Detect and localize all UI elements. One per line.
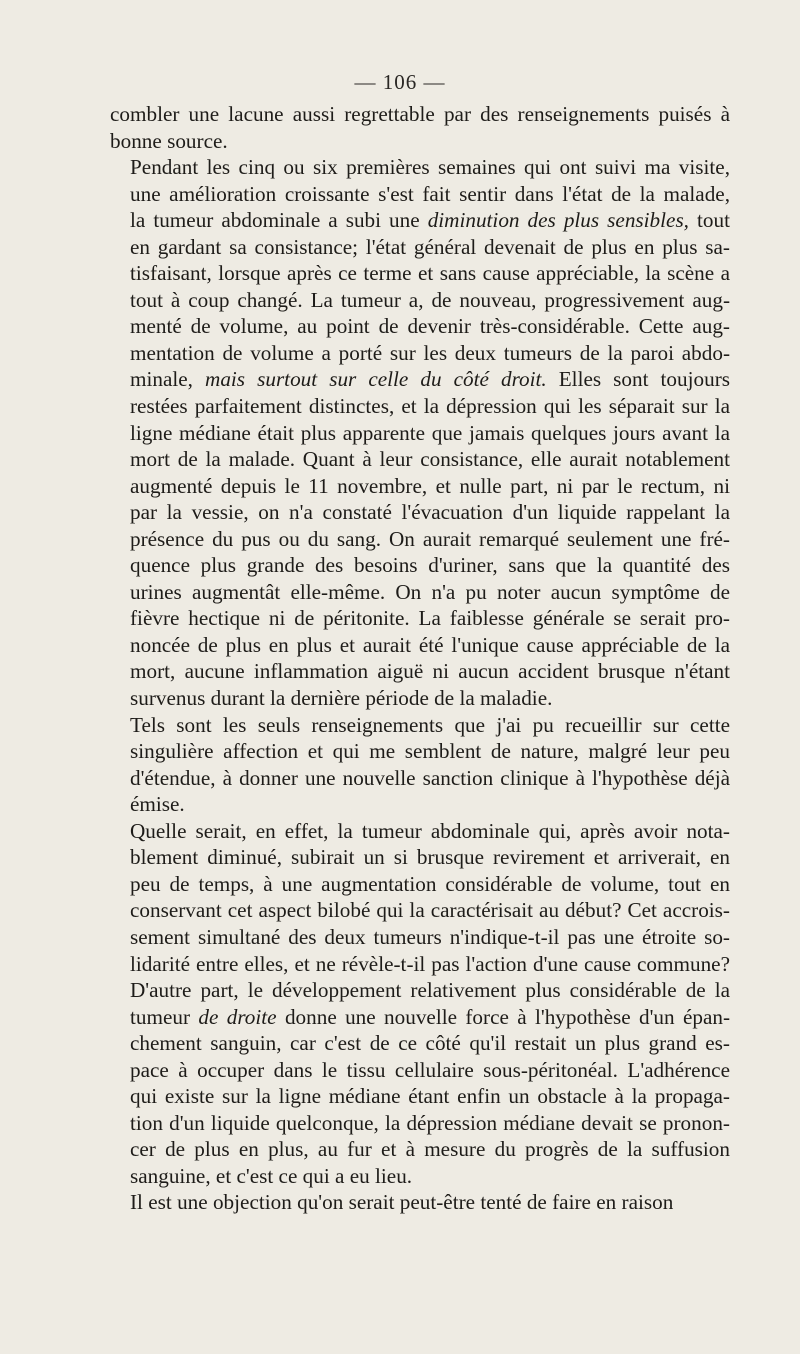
text-line — [110, 738, 730, 765]
text-run: conservant cet aspect bilobé qui la caractérisait au début? Cet accrois- — [130, 898, 730, 923]
text-run: cer de plus en plus, au fur et à mesure du progrès de la suffusion — [130, 1137, 730, 1162]
text-line — [110, 1057, 730, 1084]
italic-text: de droite — [198, 1004, 277, 1029]
text-line — [110, 1110, 730, 1137]
italic-text: mais surtout sur celle du côté droit. — [205, 367, 547, 392]
text-run: singulière affection et qui me semblent de nature, malgré leur peu — [130, 739, 730, 764]
text-run: Pendant les cinq ou six premières semaines qui ont suivi ma visite, — [130, 155, 730, 180]
text-line — [110, 393, 730, 420]
text-run: urines augmentât elle-même. On n'a pu noter aucun symptôme de — [130, 579, 730, 604]
text-line — [110, 791, 730, 818]
text-run: Quelle serait, en effet, la tumeur abdominale qui, après avoir nota- — [130, 818, 730, 843]
text-run: chement sanguin, car c'est de ce côté qu'il restait un plus grand es- — [130, 1031, 730, 1056]
text-line — [110, 526, 730, 553]
text-run: une amélioration croissante s'est fait sentir dans l'état de la malade, — [130, 181, 730, 206]
text-run: tout — [688, 208, 730, 233]
text-line — [110, 1189, 730, 1216]
text-line — [110, 101, 730, 128]
text-run: Il est une objection qu'on serait peut-être tenté de faire en raison — [130, 1190, 674, 1215]
text-line — [110, 207, 730, 234]
text-run: d'étendue, à donner une nouvelle sanction clinique à l'hypothèse déjà — [130, 765, 730, 790]
text-line — [110, 1136, 730, 1163]
text-run: tion d'un liquide quelconque, la dépression médiane devait se pronon- — [130, 1110, 730, 1135]
text-run: D'autre part, le développement relativement plus considérable de la — [130, 978, 730, 1003]
text-run: Elles sont toujours — [546, 367, 730, 392]
text-line — [110, 605, 730, 632]
text-run: peu de temps, à une augmentation considérable de volume, tout en — [130, 871, 730, 896]
text-line — [110, 871, 730, 898]
text-line — [110, 712, 730, 739]
text-run: donne une nouvelle force à l'hypothèse d'un épan- — [276, 1004, 730, 1029]
text-run: restées parfaitement distinctes, et la dépression qui les séparait sur la — [130, 394, 730, 419]
text-run: émise. — [130, 792, 185, 817]
text-run: menté de volume, au point de devenir très-considérable. Cette aug- — [130, 314, 730, 339]
text-line — [110, 1083, 730, 1110]
text-line — [110, 181, 730, 208]
text-line — [110, 499, 730, 526]
text-line — [110, 685, 730, 712]
text-run: fièvre hectique ni de péritonite. La faiblesse générale se serait pro- — [130, 606, 730, 631]
paragraph — [110, 1189, 730, 1216]
paragraph — [110, 154, 730, 711]
text-run: sanguine, et c'est ce qui a eu lieu. — [130, 1163, 413, 1188]
text-run: ligne médiane était plus apparente que jamais quelques jours avant la — [130, 420, 730, 445]
text-line — [110, 340, 730, 367]
text-run: mort de la malade. Quant à leur consistance, elle aurait notablement — [130, 447, 730, 472]
text-line — [110, 446, 730, 473]
text-run: mort, aucune inflammation aiguë ni aucun accident brusque n'étant — [130, 659, 730, 684]
text-run: tumeur — [130, 1004, 199, 1029]
text-line — [110, 924, 730, 951]
paragraph — [110, 712, 730, 818]
text-line — [110, 844, 730, 871]
text-line — [110, 579, 730, 606]
italic-text: diminution des plus sensibles, — [427, 208, 689, 233]
text-line — [110, 366, 730, 393]
text-line — [110, 977, 730, 1004]
text-run: minale, — [130, 367, 206, 392]
text-line — [110, 552, 730, 579]
text-line — [110, 154, 730, 181]
text-line — [110, 420, 730, 447]
text-line — [110, 658, 730, 685]
text-run: pace à occuper dans le tissu cellulaire sous-péritonéal. L'adhérence — [130, 1057, 730, 1082]
text-run: la tumeur abdominale a subi une — [130, 208, 428, 233]
text-line — [110, 1004, 730, 1031]
text-run: en gardant sa consistance; l'état général devenait de plus en plus sa- — [130, 234, 730, 259]
text-line — [110, 632, 730, 659]
text-run: tout à coup changé. La tumeur a, de nouveau, progressivement aug- — [130, 287, 730, 312]
text-line — [110, 1030, 730, 1057]
body-text — [110, 101, 730, 1216]
paragraph — [110, 101, 730, 154]
page-number: — 106 — — [354, 70, 446, 94]
text-line — [110, 951, 730, 978]
text-run: combler une lacune aussi regrettable par des renseignements puisés à — [110, 102, 730, 126]
text-run: bonne source. — [110, 128, 228, 153]
text-run: présence du pus ou du sang. On aurait remarqué seulement une fré- — [130, 526, 730, 551]
text-line — [110, 473, 730, 500]
text-run: sement simultané des deux tumeurs n'indique-t-il pas une étroite so- — [130, 924, 730, 949]
text-line — [110, 234, 730, 261]
text-run: survenus durant la dernière période de la maladie. — [130, 686, 553, 711]
paragraph — [110, 818, 730, 1190]
text-line — [110, 1163, 730, 1190]
text-run: qui existe sur la ligne médiane étant enfin un obstacle à la propaga- — [130, 1084, 730, 1109]
text-line — [110, 128, 730, 155]
text-line — [110, 287, 730, 314]
text-run: Tels sont les seuls renseignements que j'ai pu recueillir sur cette — [130, 712, 730, 737]
text-run: augmenté depuis le 11 novembre, et nulle part, ni par le rectum, ni — [130, 473, 730, 498]
text-run: blement diminué, subirait un si brusque revirement et arriverait, en — [130, 845, 730, 870]
text-run: par la vessie, on n'a constaté l'évacuation d'un liquide rappelant la — [130, 500, 730, 525]
text-run: tisfaisant, lorsque après ce terme et sans cause appréciable, la scène a — [130, 261, 730, 286]
text-line — [110, 260, 730, 287]
text-line — [110, 897, 730, 924]
text-run: quence plus grande des besoins d'uriner, sans que la quantité des — [130, 553, 730, 578]
text-line — [110, 818, 730, 845]
text-line — [110, 765, 730, 792]
text-run: mentation de volume a porté sur les deux tumeurs de la paroi abdo- — [130, 340, 730, 365]
text-run: noncée de plus en plus et aurait été l'unique cause appréciable de la — [130, 632, 730, 657]
text-line — [110, 313, 730, 340]
text-run: lidarité entre elles, et ne révèle-t-il pas l'action d'une cause commune? — [130, 951, 730, 976]
